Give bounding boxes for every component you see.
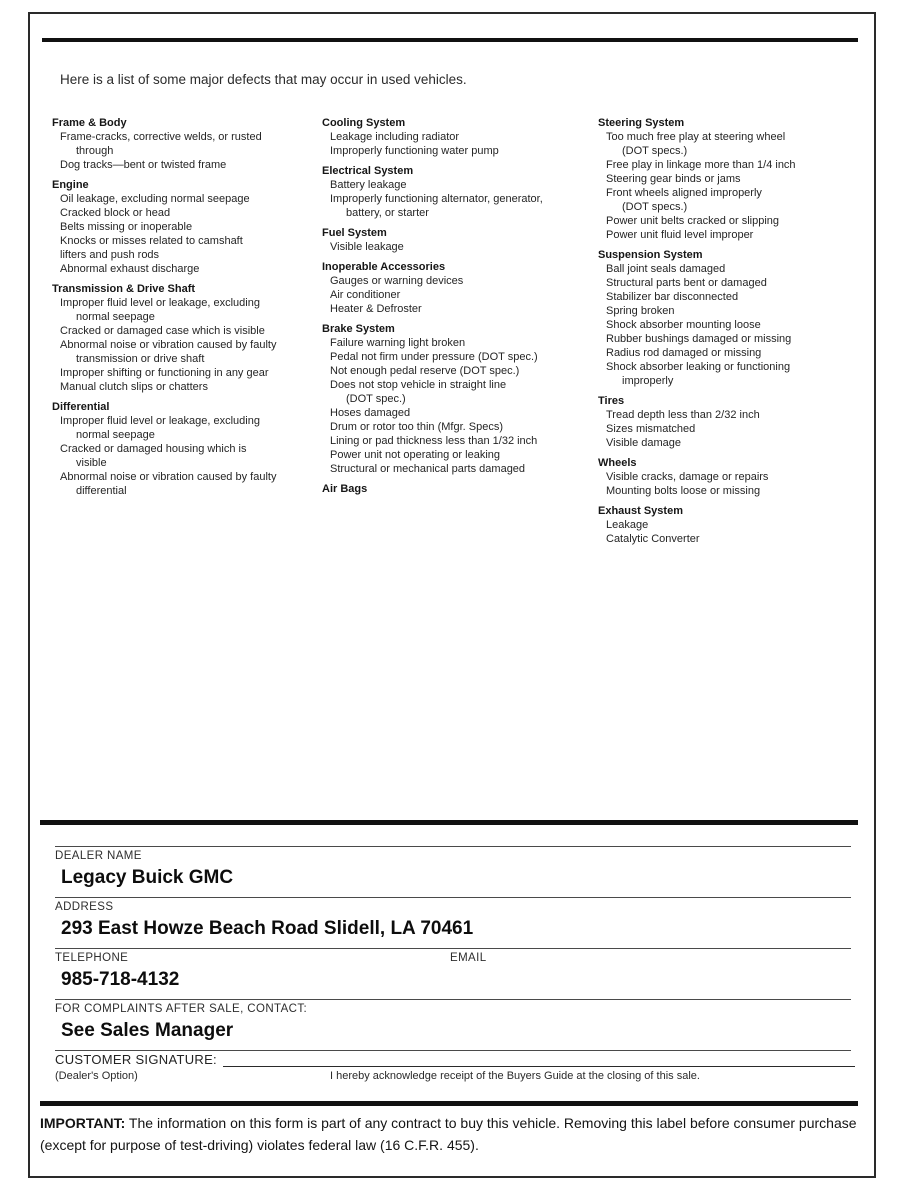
defect-line: Heater & Defroster <box>330 303 422 315</box>
defect-line: battery, or starter <box>346 207 429 219</box>
section-heading: Brake System <box>322 323 395 335</box>
important-notice <box>40 1112 862 1156</box>
signature-block <box>55 1052 855 1082</box>
defect-line: Cracked block or head <box>60 207 171 219</box>
acknowledgement-text: I hereby acknowledge receipt of the Buyers Guide at the closing of this sale. <box>330 1070 700 1082</box>
defect-line: Pedal not firm under pressure (DOT spec.) <box>330 351 538 363</box>
defect-line: Power unit not operating or leaking <box>330 449 500 461</box>
defect-section <box>598 248 866 388</box>
defect-line: Ball joint seals damaged <box>606 263 726 275</box>
defect-line: through <box>76 145 114 157</box>
defect-section <box>322 164 594 220</box>
defect-section <box>322 116 594 158</box>
section-heading: Frame & Body <box>52 117 127 129</box>
defect-line: Catalytic Converter <box>606 533 700 545</box>
defect-section <box>598 116 866 242</box>
defect-line: Structural parts bent or damaged <box>606 277 767 289</box>
defect-line: Leakage <box>606 519 649 531</box>
defects-column-1 <box>52 116 320 498</box>
defect-section <box>322 482 594 496</box>
defect-line: (DOT specs.) <box>622 201 688 213</box>
defect-line: Visible damage <box>606 437 682 449</box>
section-heading: Wheels <box>598 457 637 469</box>
section-heading: Steering System <box>598 117 685 129</box>
defect-line: Oil leakage, excluding normal seepage <box>60 193 250 205</box>
important-label: IMPORTANT: <box>40 1115 126 1131</box>
field-row <box>55 897 851 948</box>
defect-line: normal seepage <box>76 311 155 323</box>
defect-line: differential <box>76 485 127 497</box>
section-heading: Exhaust System <box>598 505 683 517</box>
section-heading: Electrical System <box>322 165 414 177</box>
defect-line: Power unit fluid level improper <box>606 229 754 241</box>
dealer-section-rule <box>40 820 858 825</box>
field-label: ADDRESS <box>55 901 114 913</box>
field-label: DEALER NAME <box>55 850 142 862</box>
field-value: 293 East Howze Beach Road Slidell, LA 70461 <box>61 918 474 939</box>
defect-line: Rubber bushings damaged or missing <box>606 333 792 345</box>
field-label-secondary: EMAIL <box>450 952 487 964</box>
defect-line: Abnormal noise or vibration caused by faulty <box>60 339 277 351</box>
defect-section <box>52 400 320 498</box>
defects-column-3 <box>598 116 866 546</box>
defect-line: Spring broken <box>606 305 675 317</box>
field-row <box>55 999 851 1051</box>
section-heading: Fuel System <box>322 227 387 239</box>
customer-signature-label: CUSTOMER SIGNATURE: <box>55 1052 217 1067</box>
defect-section <box>598 456 866 498</box>
defect-line: Cracked or damaged case which is visible <box>60 325 265 337</box>
dealer-info-block <box>55 846 851 1051</box>
defect-line: Stabilizer bar disconnected <box>606 291 739 303</box>
defect-line: Improper fluid level or leakage, excluding <box>60 297 260 309</box>
defect-line: Lining or pad thickness less than 1/32 inch <box>330 435 538 447</box>
defect-line: Hoses damaged <box>330 407 411 419</box>
defect-line: Dog tracks—bent or twisted frame <box>60 159 227 171</box>
section-heading: Air Bags <box>322 483 368 495</box>
section-heading: Suspension System <box>598 249 703 261</box>
field-row <box>55 846 851 897</box>
defect-line: Gauges or warning devices <box>330 275 464 287</box>
defect-section <box>52 116 320 172</box>
field-label: TELEPHONE <box>55 952 129 964</box>
section-heading: Engine <box>52 179 89 191</box>
defect-line: Manual clutch slips or chatters <box>60 381 208 393</box>
defect-line: Belts missing or inoperable <box>60 221 193 233</box>
section-heading: Transmission & Drive Shaft <box>52 283 196 295</box>
field-row <box>55 948 851 999</box>
defect-line: Free play in linkage more than 1/4 inch <box>606 159 796 171</box>
field-value: See Sales Manager <box>61 1020 234 1041</box>
defect-section <box>322 226 594 254</box>
section-heading: Differential <box>52 401 110 413</box>
defect-line: Steering gear binds or jams <box>606 173 741 185</box>
defect-line: Does not stop vehicle in straight line <box>330 379 507 391</box>
section-heading: Tires <box>598 395 625 407</box>
field-value: Legacy Buick GMC <box>61 867 234 888</box>
defect-line: Frame-cracks, corrective welds, or rusted <box>60 131 262 143</box>
defect-line: lifters and push rods <box>60 249 160 261</box>
section-heading: Cooling System <box>322 117 406 129</box>
defect-line: Improper fluid level or leakage, excluding <box>60 415 260 427</box>
defect-line: Improperly functioning alternator, generator, <box>330 193 543 205</box>
defect-line: Power unit belts cracked or slipping <box>606 215 780 227</box>
defect-section <box>598 394 866 450</box>
defect-section <box>52 178 320 276</box>
defect-line: Leakage including radiator <box>330 131 460 143</box>
important-section-rule <box>40 1101 858 1106</box>
intro-text: Here is a list of some major defects that may occur in used vehicles. <box>60 72 467 87</box>
defect-line: (DOT spec.) <box>346 393 406 405</box>
dealers-option-label: (Dealer's Option) <box>55 1070 138 1082</box>
defect-section <box>52 282 320 394</box>
defect-section <box>598 504 866 546</box>
important-text: The information on this form is part of any contract to buy this vehicle. Removing this label before consumer purchase (except for purpose of test-driving) violates federal law (16 C.F.R. 455). <box>40 1115 857 1153</box>
section-heading: Inoperable Accessories <box>322 261 446 273</box>
defect-line: normal seepage <box>76 429 155 441</box>
defect-section <box>322 322 594 476</box>
defect-line: Cracked or damaged housing which is <box>60 443 247 455</box>
defect-line: Battery leakage <box>330 179 407 191</box>
defect-line: Air conditioner <box>330 289 401 301</box>
defect-line: Sizes mismatched <box>606 423 696 435</box>
defect-line: Drum or rotor too thin (Mfgr. Specs) <box>330 421 503 433</box>
defect-line: Shock absorber leaking or functioning <box>606 361 791 373</box>
top-rule <box>42 38 858 42</box>
field-value: 985-718-4132 <box>61 969 180 990</box>
defect-line: transmission or drive shaft <box>76 353 205 365</box>
defect-line: Failure warning light broken <box>330 337 466 349</box>
defect-line: Mounting bolts loose or missing <box>606 485 761 497</box>
defect-line: Visible leakage <box>330 241 404 253</box>
defect-line: Improperly functioning water pump <box>330 145 499 157</box>
defect-line: Tread depth less than 2/32 inch <box>606 409 760 421</box>
defect-line: Too much free play at steering wheel <box>606 131 786 143</box>
defect-line: Radius rod damaged or missing <box>606 347 762 359</box>
defect-line: Front wheels aligned improperly <box>606 187 762 199</box>
defect-line: Knocks or misses related to camshaft <box>60 235 243 247</box>
defect-line: Shock absorber mounting loose <box>606 319 761 331</box>
defect-line: Abnormal exhaust discharge <box>60 263 200 275</box>
defect-line: Abnormal noise or vibration caused by faulty <box>60 471 277 483</box>
defect-line: Not enough pedal reserve (DOT spec.) <box>330 365 520 377</box>
defects-column-2 <box>322 116 594 496</box>
defect-line: Structural or mechanical parts damaged <box>330 463 526 475</box>
defect-line: Improper shifting or functioning in any gear <box>60 367 269 379</box>
defect-line: (DOT specs.) <box>622 145 688 157</box>
defect-line: Visible cracks, damage or repairs <box>606 471 769 483</box>
field-label: FOR COMPLAINTS AFTER SALE, CONTACT: <box>55 1003 308 1015</box>
signature-line <box>223 1052 855 1067</box>
defect-line: visible <box>76 457 107 469</box>
defect-line: improperly <box>622 375 674 387</box>
defect-section <box>322 260 594 316</box>
